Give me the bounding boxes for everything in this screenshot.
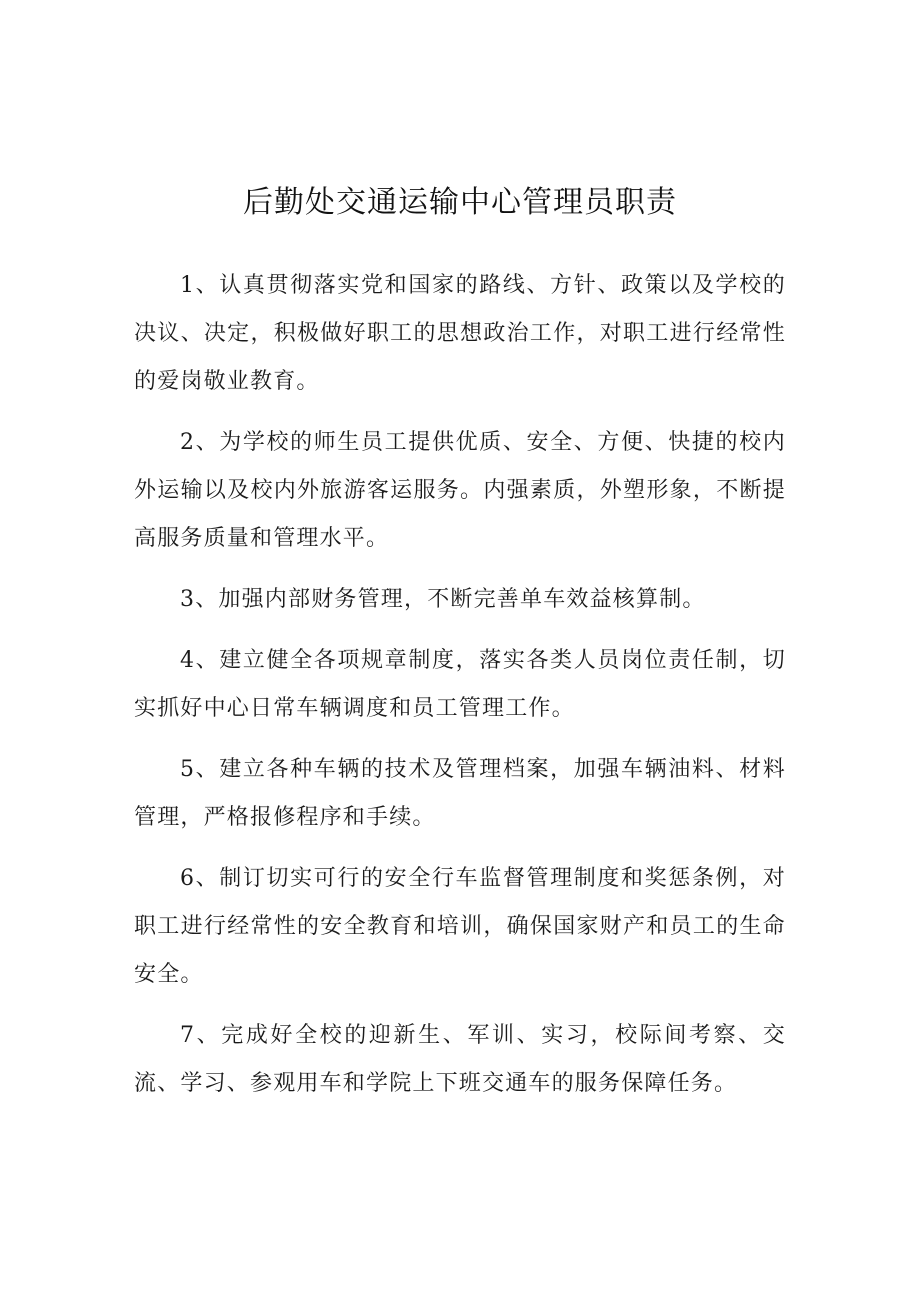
duty-paragraph-5: 5、建立各种车辆的技术及管理档案，加强车辆油料、材料管理，严格报修程序和手续。 <box>134 757 786 830</box>
duty-paragraph-3: 3、加强内部财务管理，不断完善单车效益核算制。 <box>180 587 706 612</box>
duty-paragraph-6: 6、制订切实可行的安全行车监督管理制度和奖惩条例，对职工进行经常性的安全教育和培训，确保国家财产和员工的生命安全。 <box>134 866 786 987</box>
document-title: 后勤处交通运输中心管理员职责 <box>243 185 677 220</box>
duty-paragraph-2: 2、为学校的师生员工提供优质、安全、方便、快捷的校内外运输以及校内外旅游客运服务。内强素质，外塑形象，不断提高服务质量和管理水平。 <box>134 430 786 551</box>
duty-paragraph-1: 1、认真贯彻落实党和国家的路线、方针、政策以及学校的决议、决定，积极做好职工的思想政治工作，对职工进行经常性的爱岗敬业教育。 <box>134 273 786 394</box>
duty-paragraph-4: 4、建立健全各项规章制度，落实各类人员岗位责任制，切实抓好中心日常车辆调度和员工管理工作。 <box>134 648 786 721</box>
duty-paragraph-7: 7、完成好全校的迎新生、军训、实习，校际间考察、交流、学习、参观用车和学院上下班交通车的服务保障任务。 <box>134 1023 786 1096</box>
document-body <box>134 262 786 1121</box>
